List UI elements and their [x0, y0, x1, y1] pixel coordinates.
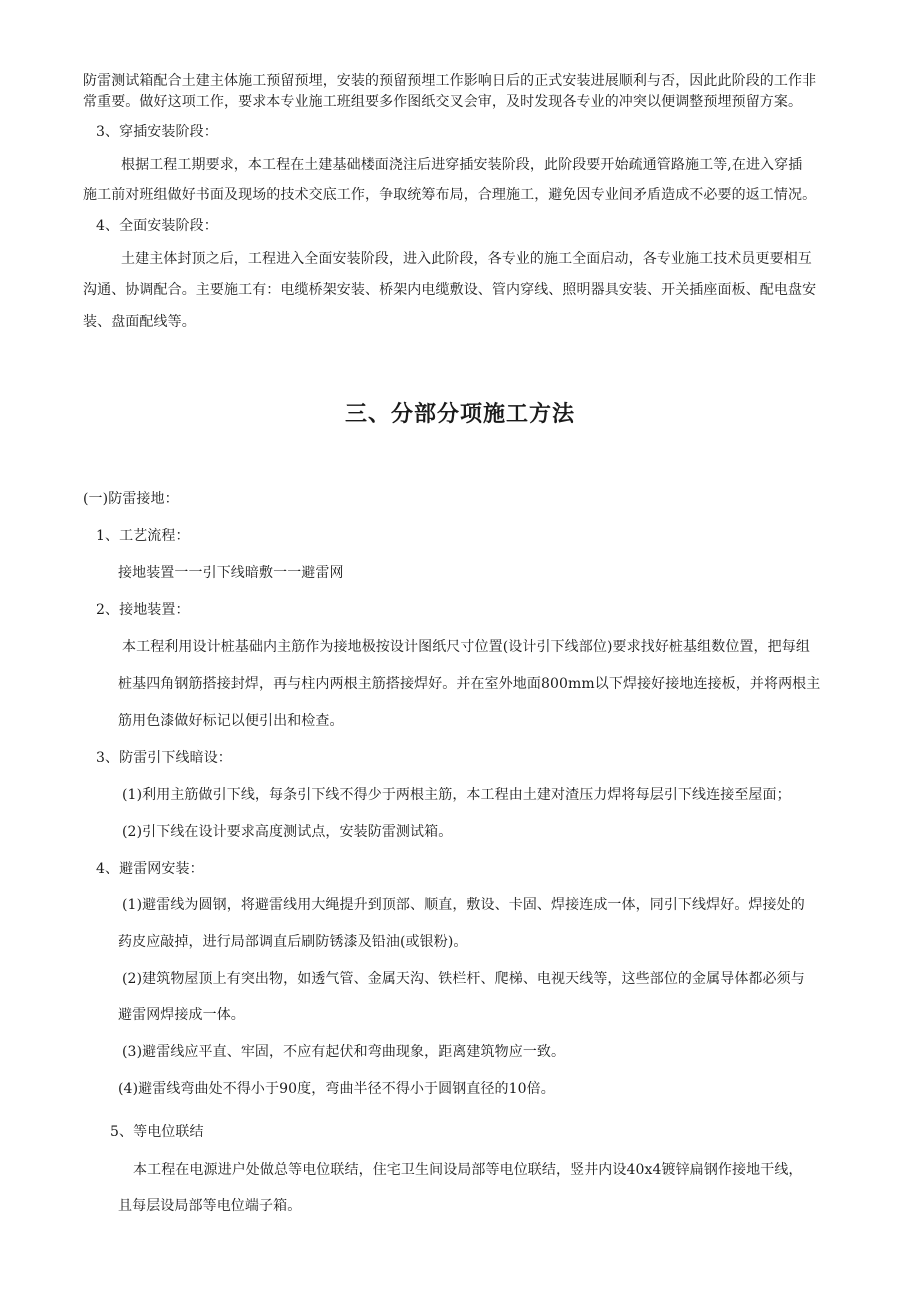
- downlead-item-2: (2)引下线在设计要求高度测试点，安装防雷测试箱。: [122, 824, 453, 840]
- bonding-line-1: 本工程在电源进户处做总等电位联结，住宅卫生间设局部等电位联结，竖井内设40x4镀锌扁钢作接地干线，: [133, 1162, 803, 1178]
- process-heading: 1、工艺流程：: [96, 528, 190, 544]
- stage4-line-3: 装、盘面配线等。: [83, 314, 196, 330]
- process-flow: 接地装置一一引下线暗敷一一避雷网: [118, 565, 344, 581]
- stage3-line-2: 施工前对班组做好书面及现场的技术交底工作，争取统筹布局，合理施工，避免因专业间矛盾造成不必要的返工情况。: [83, 187, 817, 203]
- downlead-heading: 3、防雷引下线暗设：: [96, 750, 232, 766]
- net-heading: 4、避雷网安装：: [96, 861, 204, 877]
- net-item-1-line-1: (1)避雷线为圆钢，将避雷线用大绳提升到顶部、顺直，敷设、卡固、焊接连成一体，同引下线焊好。焊接处的: [122, 897, 805, 913]
- stage4-line-1: 土建主体封顶之后，工程进入全面安装阶段，进入此阶段，各专业的施工全面启动，各专业施工技术员更要相互: [121, 251, 812, 267]
- net-item-2-line-1: (2)建筑物屋顶上有突出物，如透气管、金属天沟、铁栏杆、爬梯、电视天线等，这些部位的金属导体都必须与: [122, 971, 805, 987]
- lightning-heading: (一)防雷接地：: [83, 491, 179, 507]
- grounding-line-2: 桩基四角钢筋搭接封焊，再与柱内两根主筋搭接焊好。并在室外地面800mm以下焊接好接地连接板，并将两根主: [118, 676, 821, 692]
- net-item-1-line-2: 药皮应敲掉，进行局部调直后刷防锈漆及铅油(或银粉)。: [118, 934, 468, 950]
- section-title: 三、分部分项施工方法: [344, 401, 575, 427]
- bonding-heading: 5、等电位联结: [110, 1124, 204, 1140]
- stage3-heading: 3、穿插安装阶段：: [96, 124, 218, 140]
- intro-line-1: 防雷测试箱配合土建主体施工预留预埋，安装的预留预埋工作影响日后的正式安装进展顺利与否，因此此阶段的工作非: [83, 73, 817, 89]
- stage3-line-1: 根据工程工期要求，本工程在土建基础楼面浇注后进穿插安装阶段，此阶段要开始疏通管路施工等,在进入穿插: [121, 157, 803, 173]
- net-item-2-line-2: 避雷网焊接成一体。: [118, 1007, 245, 1023]
- grounding-line-1: 本工程利用设计桩基础内主筋作为接地极按设计图纸尺寸位置(设计引下线部位)要求找好桩基组数位置，把每组: [122, 639, 810, 655]
- stage4-heading: 4、全面安装阶段：: [96, 218, 218, 234]
- bonding-line-2: 且每层设局部等电位端子箱。: [118, 1198, 302, 1214]
- downlead-item-1: (1)利用主筋做引下线，每条引下线不得少于两根主筋，本工程由土建对渣压力焊将每层引下线连接至屋面；: [122, 787, 791, 803]
- stage4-line-2: 沟通、协调配合。主要施工有：电缆桥架安装、桥架内电缆敷设、管内穿线、照明器具安装、开关插座面板、配电盘安: [83, 282, 817, 298]
- net-item-4: (4)避雷线弯曲处不得小于90度，弯曲半径不得小于圆钢直径的10倍。: [118, 1081, 555, 1097]
- grounding-heading: 2、接地装置：: [96, 602, 190, 618]
- grounding-line-3: 筋用色漆做好标记以便引出和检查。: [118, 713, 344, 729]
- net-item-3: (3)避雷线应平直、牢固，不应有起伏和弯曲现象，距离建筑物应一致。: [122, 1044, 566, 1060]
- intro-line-2: 常重要。做好这项工作，要求本专业施工班组要多作图纸交叉会审，及时发现各专业的冲突以便调整预埋预留方案。: [83, 94, 803, 110]
